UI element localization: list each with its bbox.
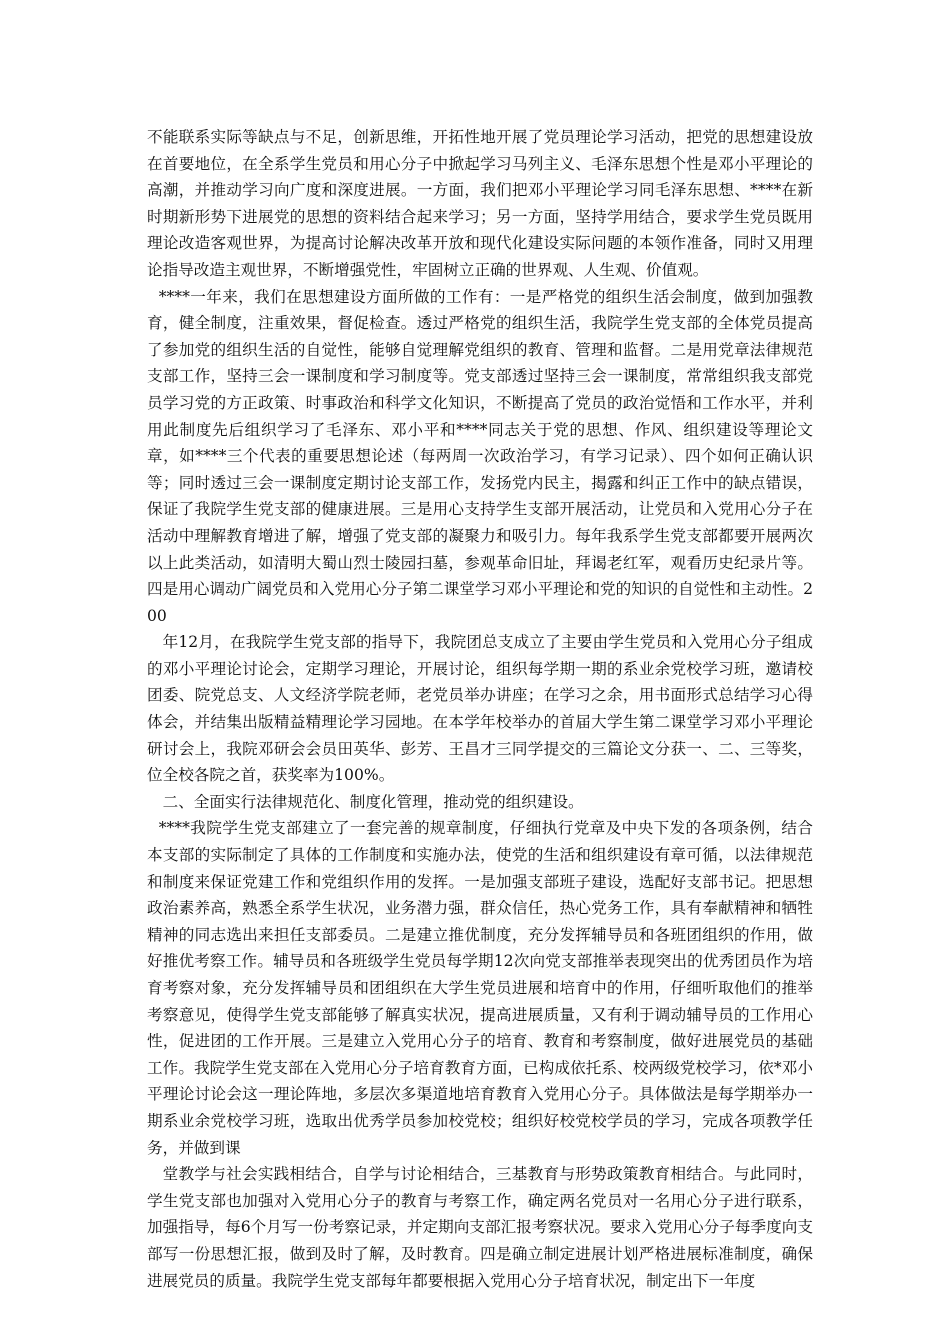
section-heading-organization: 二、全面实行法律规范化、制度化管理，推动党的组织建设。: [162, 792, 584, 811]
paragraph-ideological-building: ****一年来，我们在思想建设方面所做的工作有：一是严格党的组织生活会制度，做到加强教育，健全制度，注重效果，督促检查。透过严格党的组织生活，我院学生党支部的全体党员提高了参加党的组织生活的自觉性，能够自觉理解党组织的教育、管理和监督。二是用党章法律规范支部工作，坚持三会一课制度和学习制度等。党支部透过坚持三会一课制度，常常组织我支部党员学习党的方正政策、时事政治和科学文化知识，不断提高了党员的政治觉悟和工作水平，并利用此制度先后组织学习了毛泽东、邓小平和****同志关于党的思想、作风、组织建设等理论文章，如****三个代表的重要思想论述（每两周一次政治学习，有学习记录）、四个如何正确认识等；同时透过三会一课制度定期讨论支部工作，发扬党内民主，揭露和纠正工作中的缺点错误，保证了我院学生党支部的健康进展。三是用心支持学生支部开展活动，让党员和入党用心分子在活动中理解教育增进了解，增强了党支部的凝聚力和吸引力。每年我系学生党支部都要开展两次以上此类活动，如清明大蜀山烈士陵园扫墓，参观革命旧址，拜谒老红军，观看历史纪录片等。四是用心调动广阔党员和入党用心分子第二课堂学习邓小平理论和党的知识的自觉性和主动性。200: [147, 287, 813, 625]
paragraph-deng-theory-society: 年12月，在我院学生党支部的指导下，我院团总支成立了主要由学生党员和入党用心分子组成的邓小平理论讨论会，定期学习理论，开展讨论，组织每学期一期的系业余党校学习班，邀请校团委、院党总支、人文经济学院老师，老党员举办讲座；在学习之余，用书面形式总结学习心得体会，并结集出版精益精理论学习园地。在本学年校举办的首届大学生第二课堂学习邓小平理论研讨会上，我院邓研会会员田英华、彭芳、王昌才三同学提交的三篇论文分获一、二、三等奖，位全校各院之首，获奖率为100%。: [147, 633, 813, 785]
paragraph-rules-system: ****我院学生党支部建立了一套完善的规章制度，仔细执行党章及中央下发的各项条例，结合本支部的实际制定了具体的工作制度和实施办法，使党的生活和组织建设有章可循，以法律规范和制度来保证党建工作和党组织作用的发挥。一是加强支部班子建设，选配好支部书记。把思想政治素养高，熟悉全系学生状况，业务潜力强，群众信任，热心党务工作，具有奉献精神和牺牲精神的同志选出来担任支部委员。二是建立推优制度，充分发挥辅导员和各班团组织的作用，做好推优考察工作。辅导员和各班级学生党员每学期12次向党支部推举表现突出的优秀团员作为培育考察对象，充分发挥辅导员和团组织在大学生党员进展和培育中的作用，仔细听取他们的推举考察意见，使得学生党支部能够了解真实状况，提高进展质量，又有利于调动辅导员的工作用心性，促进团的工作开展。三是建立入党用心分子的培育、教育和考察制度，做好进展党员的基础工作。我院学生党支部在入党用心分子培育教育方面，已构成依托系、校两级党校学习，依*邓小平理论讨论会这一理论阵地，多层次多渠道地培育教育入党用心分子。具体做法是每学期举办一期系业余党校学习班，选取出优秀学员参加校党校；组织好校党校学员的学习，完成各项教学任务，并做到课: [147, 819, 813, 1157]
paragraph-theory-study: 不能联系实际等缺点与不足，创新思维，开拓性地开展了党员理论学习活动，把党的思想建设放在首要地位，在全系学生党员和用心分子中掀起学习马列主义、毛泽东思想个性是邓小平理论的高潮，并推动学习向广度和深度进展。一方面，我们把邓小平理论学习同毛泽东思想、****在新时期新形势下进展党的思想的资料结合起来学习；另一方面，坚持学用结合，要求学生党员既用理论改造客观世界，为提高讨论解决改革开放和现代化建设实际问题的本领作准备，同时又用理论指导改造主观世界，不断增强党性，牢固树立正确的世界观、人生观、价值观。: [147, 128, 813, 279]
paragraph-teaching-combination: 堂教学与社会实践相结合，自学与讨论相结合，三基教育与形势政策教育相结合。与此同时，学生党支部也加强对入党用心分子的教育与考察工作，确定两名党员对一名用心分子进行联系，加强指导，每6个月写一份考察记录，并定期向支部汇报考察状况。要求入党用心分子每季度向支部写一份思想汇报，做到及时了解，及时教育。四是确立制定进展计划严格进展标准制度，确保进展党员的质量。我院学生党支部每年都要根据入党用心分子培育状况，制定出下一年度: [147, 1165, 813, 1290]
document-body: [147, 124, 813, 1294]
